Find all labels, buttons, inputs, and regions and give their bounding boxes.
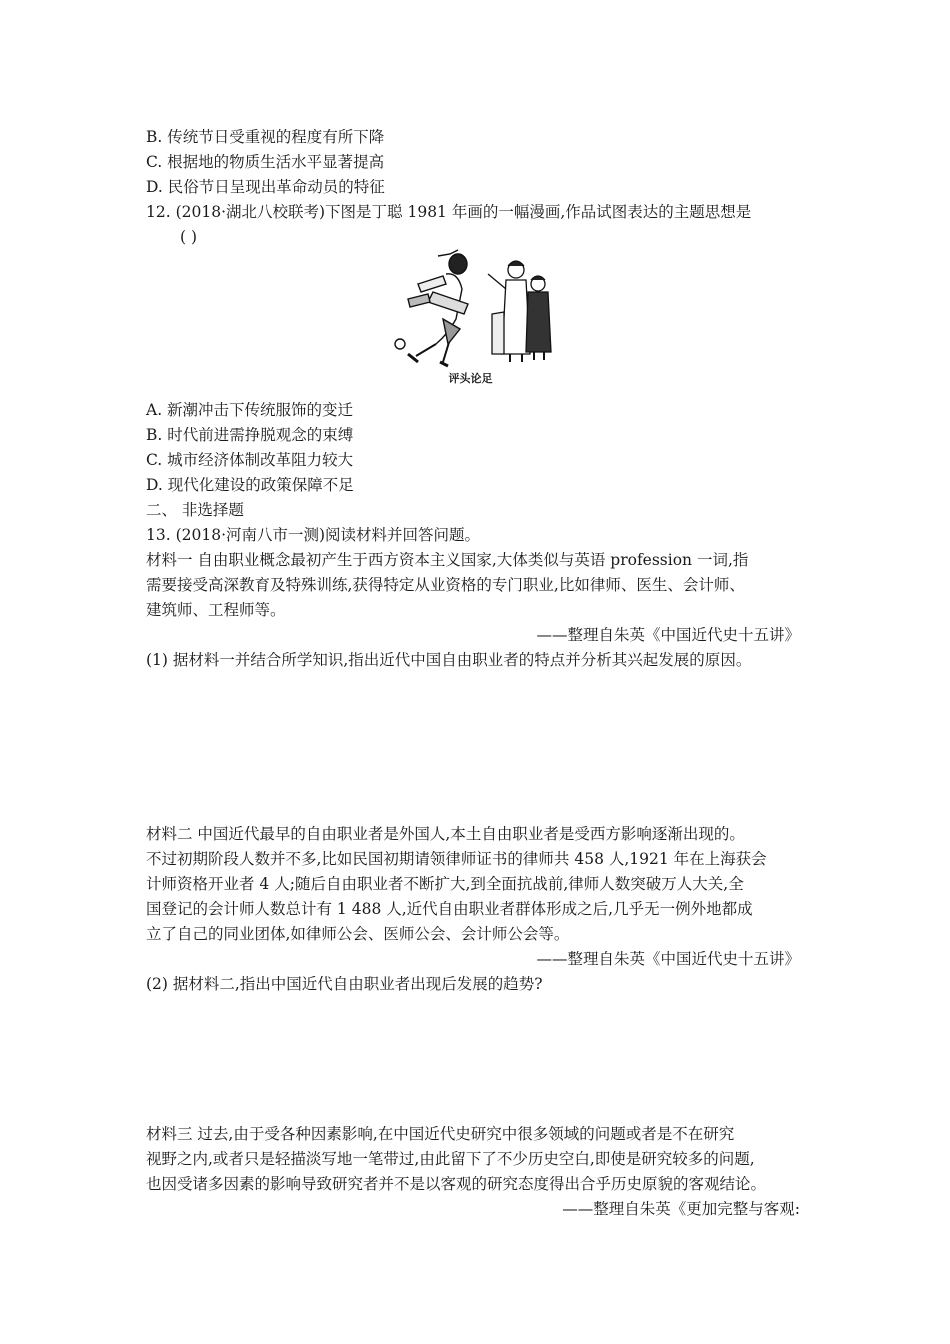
- material-1-line: 建筑师、工程师等。: [146, 601, 286, 619]
- material-1-line: 材料一 自由职业概念最初产生于西方资本主义国家,大体类似与英语 profession 一词,指: [146, 551, 749, 569]
- material-3-line: 也因受诸多因素的影响导致研究者并不是以客观的研究态度得出合乎历史原貌的客观结论。: [146, 1175, 767, 1193]
- q12-option-c: C. 城市经济体制改革阻力较大: [146, 451, 354, 469]
- material-3-source: ——整理自朱英《更加完整与客观:: [562, 1200, 800, 1218]
- q12-stem: 12. (2018·湖北八校联考)下图是丁聪 1981 年画的一幅漫画,作品试图表达的主题思想是: [146, 203, 752, 221]
- q12-option-b: B. 时代前进需挣脱观念的束缚: [146, 426, 354, 444]
- q13-subquestion-2: (2) 据材料二,指出中国近代自由职业者出现后发展的趋势?: [146, 975, 543, 993]
- cartoon-illustration: [388, 244, 553, 369]
- section-heading: 二、 非选择题: [146, 501, 244, 519]
- material-2-line: 立了自己的同业团体,如律师公会、医师公会、会计师公会等。: [146, 925, 570, 943]
- q12-option-a: A. 新潮冲击下传统服饰的变迁: [146, 401, 354, 419]
- q12-answer-paren: ( ): [180, 228, 198, 246]
- material-1-source: ——整理自朱英《中国近代史十五讲》: [536, 626, 800, 644]
- q12-option-d: D. 现代化建设的政策保障不足: [146, 476, 354, 494]
- material-3-line: 视野之内,或者只是轻描淡写地一笔带过,由此留下了不少历史空白,即使是研究较多的问题,: [146, 1150, 755, 1168]
- material-2-source: ——整理自朱英《中国近代史十五讲》: [536, 950, 800, 968]
- material-2-line: 材料二 中国近代最早的自由职业者是外国人,本土自由职业者是受西方影响逐渐出现的。: [146, 825, 745, 843]
- material-2-line: 国登记的会计师人数总计有 1 488 人,近代自由职业者群体形成之后,几乎无一例外地都成: [146, 900, 753, 918]
- cartoon-caption: 评头论足: [448, 372, 493, 385]
- material-2-line: 不过初期阶段人数并不多,比如民国初期请领律师证书的律师共 458 人,1921 年在上海获会: [146, 850, 767, 868]
- material-1-line: 需要接受高深教育及特殊训练,获得特定从业资格的专门职业,比如律师、医生、会计师、: [146, 576, 745, 594]
- q11-option-d: D. 民俗节日呈现出革命动员的特征: [146, 178, 385, 196]
- q13-subquestion-1: (1) 据材料一并结合所学知识,指出近代中国自由职业者的特点并分析其兴起发展的原因。: [146, 651, 752, 669]
- q13-stem: 13. (2018·河南八市一测)阅读材料并回答问题。: [146, 526, 481, 544]
- material-2-line: 计师资格开业者 4 人;随后自由职业者不断扩大,到全面抗战前,律师人数突破万人大关,全: [146, 875, 744, 893]
- material-3-line: 材料三 过去,由于受各种因素影响,在中国近代史研究中很多领域的问题或者是不在研究: [146, 1125, 735, 1143]
- q11-option-b: B. 传统节日受重视的程度有所下降: [146, 128, 385, 146]
- q11-option-c: C. 根据地的物质生活水平显著提高: [146, 153, 385, 171]
